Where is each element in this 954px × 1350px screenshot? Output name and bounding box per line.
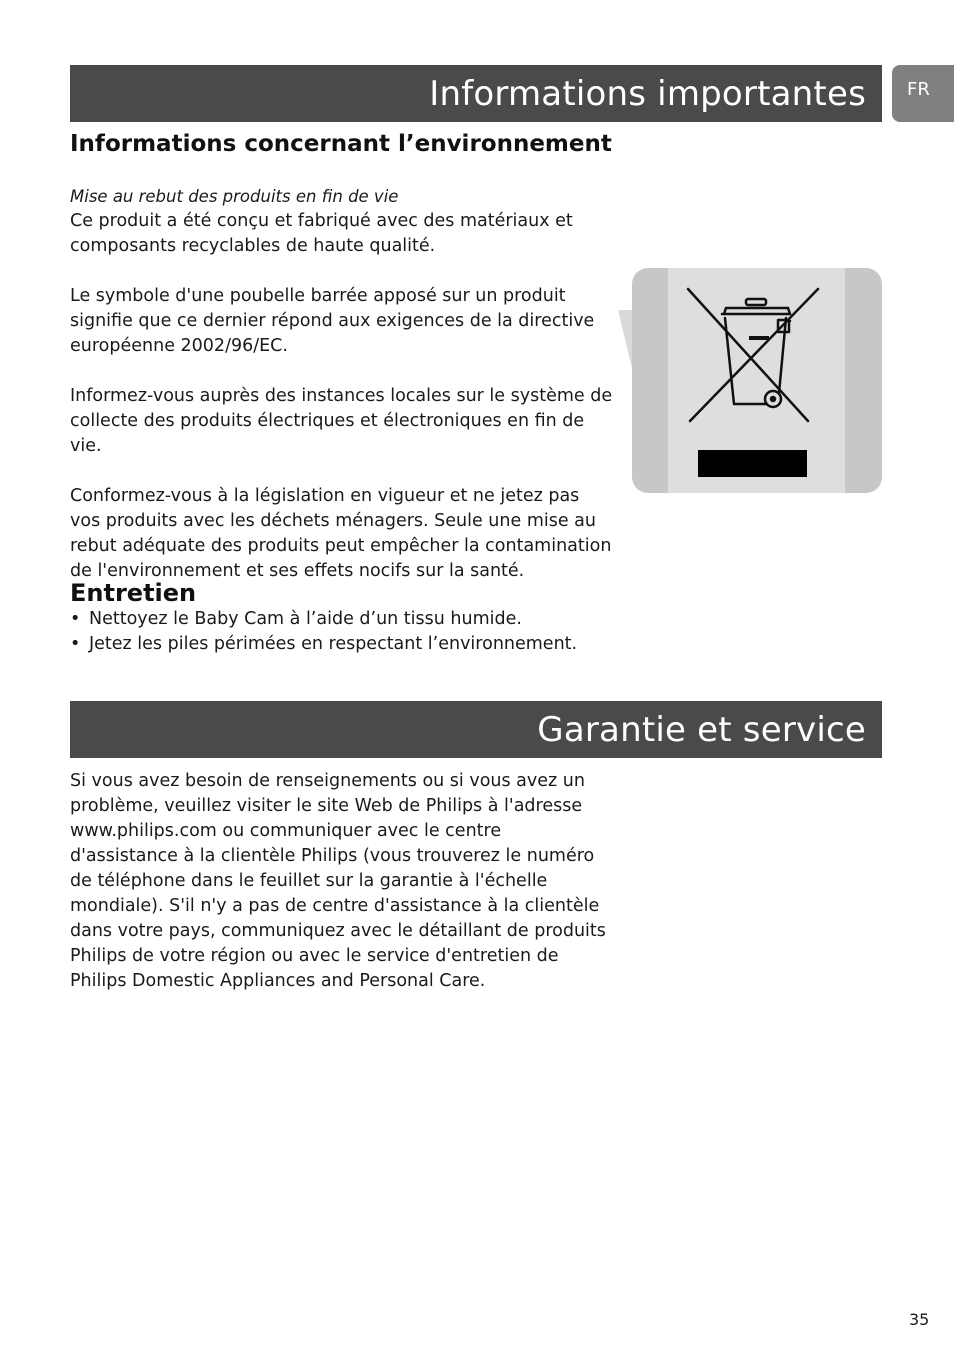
weee-symbol-panel — [618, 268, 882, 493]
environment-subtitle: Mise au rebut des produits en fin de vie — [70, 187, 399, 206]
section-banner-warranty — [70, 701, 882, 758]
environment-text — [70, 184, 615, 584]
language-tab — [892, 65, 954, 122]
maintenance-text — [70, 607, 610, 657]
environment-paragraph: Ce produit a été conçu et fabriqué avec des matériaux et composants recyclables de haute qualité. — [70, 211, 573, 256]
maintenance-list — [70, 607, 610, 657]
warranty-paragraph: Si vous avez besoin de renseignements ou si vous avez un problème, veuillez visiter le site Web de Philips à l'adresse www.philips.com ou communiquer avec le centre d'assistance à la clientèle Philips (vous trouverez le numéro de téléphone dans le feuillet sur la garantie à l'échelle mondiale). S'il n'y a pas de centre d'assistance à la clientèle dans votre pays, communiquez avec le détaillant de produits Philips de votre région ou avec le service d'entretien de Philips Domestic Appliances and Personal Care. — [70, 771, 606, 991]
page-number: 35 — [909, 1310, 930, 1329]
section-banner-informations — [70, 65, 882, 122]
environment-heading: Informations concernant l’environnement — [70, 131, 612, 157]
environment-paragraph: Informez-vous auprès des instances locales sur le système de collecte des produits électriques et électroniques en fin de vie. — [70, 386, 613, 456]
environment-paragraph: Le symbole d'une poubelle barrée apposé sur un produit signifie que ce dernier répond aux exigences de la directive européenne 2002/96/EC. — [70, 286, 595, 356]
section-title: Informations importantes — [429, 73, 866, 114]
environment-paragraph: Conformez-vous à la législation en vigueur et ne jetez pas vos produits avec les déchets ménagers. Seule une mise au rebut adéquate des produits peut empêcher la contamination de l'environnement et ses effets nocifs sur la santé. — [70, 486, 612, 581]
section-title: Garantie et service — [537, 709, 866, 750]
warranty-text — [70, 769, 610, 994]
crossed-out-wheelie-bin-icon — [618, 268, 882, 493]
list-item: • Jetez les piles périmées en respectant l’environnement. — [70, 632, 610, 657]
maintenance-heading: Entretien — [70, 579, 197, 607]
list-item: • Nettoyez le Baby Cam à l’aide d’un tissu humide. — [70, 607, 610, 632]
language-code: FR — [907, 79, 930, 100]
